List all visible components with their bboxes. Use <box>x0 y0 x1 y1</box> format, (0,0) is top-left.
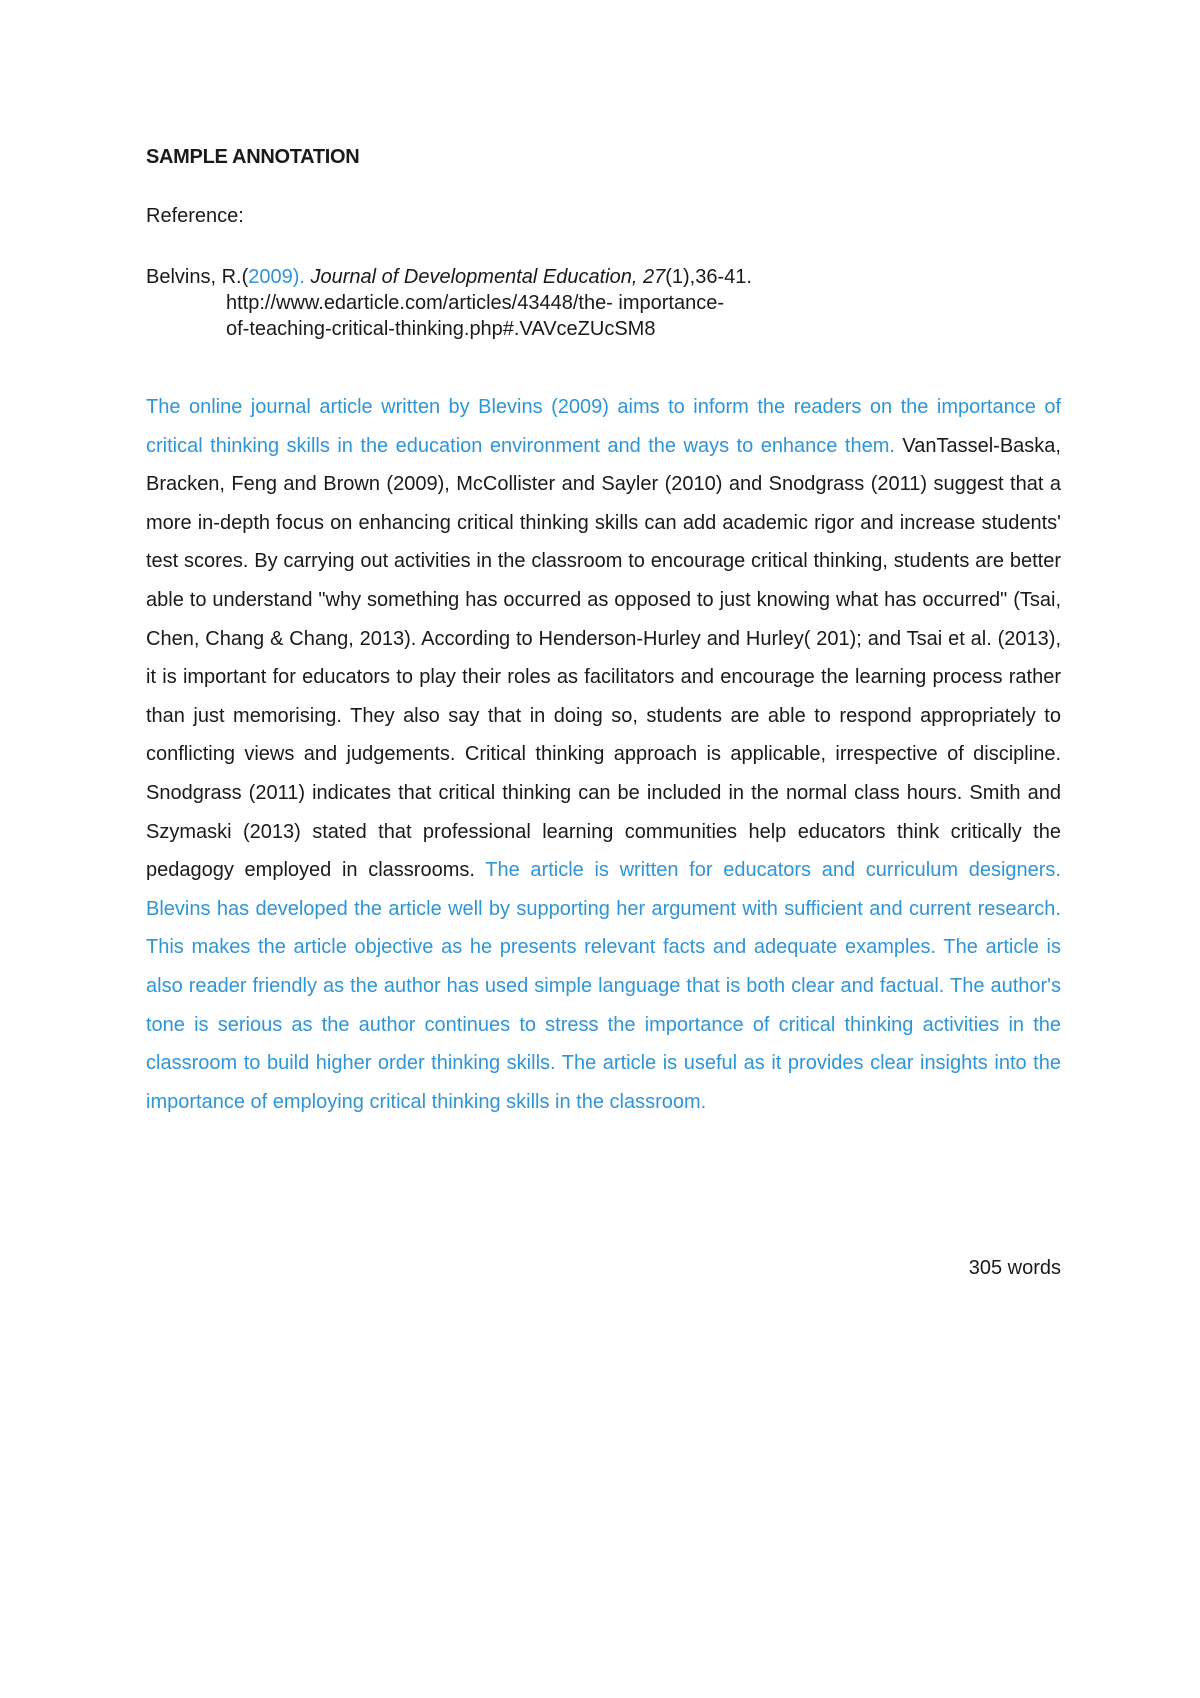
citation-url-line-2: of-teaching-critical-thinking.php#.VAVceZUcSM8 <box>226 318 656 340</box>
reference-label: Reference: <box>146 205 244 227</box>
citation-url-line-1: http://www.edarticle.com/articles/43448/the- importance- <box>226 292 724 314</box>
citation-issue-pages: (1),36-41. <box>665 266 752 288</box>
annotation-evaluation: The article is written for educators and curriculum designers. Blevins has developed the article well by supporting her argument with sufficient and current research. This makes the article objective as he presents relevant facts and adequate examples. The article is also reader friendly as the author has used simple language that is both clear and factual. The author's tone is serious as the author continues to stress the importance of critical thinking activities in the classroom to build higher order thinking skills. The article is useful as it provides clear insights into the importance of employing critical thinking skills in the classroom. <box>146 859 1061 1113</box>
citation <box>146 264 1061 342</box>
annotation-paragraph <box>146 388 1061 1121</box>
word-count: 305 words <box>968 1257 1061 1279</box>
annotation-summary: The online journal article written by Blevins (2009) aims to inform the readers on the importance of critical thinking skills in the education environment and the ways to enhance them. <box>146 396 1061 457</box>
citation-journal: Journal of Developmental Education, 27 <box>304 266 666 288</box>
citation-year: 2009). <box>248 266 305 288</box>
document-title: SAMPLE ANNOTATION <box>146 146 360 168</box>
citation-author: Belvins, R.( <box>146 266 249 288</box>
annotation-body: VanTassel-Baska, Bracken, Feng and Brown (2009), McCollister and Sayler (2010) and Snodgrass (2011) suggest that a more in-depth focus on enhancing critical thinking skills can add academic rigor and increase students' test scores. By carrying out activities in the classroom to encourage critical thinking, students are better able to understand "why something has occurred as opposed to just knowing what has occurred" (Tsai, Chen, Chang & Chang, 2013). According to Henderson-Hurley and Hurley( 201); and Tsai et al. (2013), it is important for educators to play their roles as facilitators and encourage the learning process rather than just memorising. They also say that in doing so, students are able to respond appropriately to conflicting views and judgements. Critical thinking approach is applicable, irrespective of discipline. Snodgrass (2011) indicates that critical thinking can be included in the normal class hours. Smith and Szymaski (2013) stated that professional learning communities help educators think critically the pedagogy employed in classrooms. <box>146 434 1061 882</box>
